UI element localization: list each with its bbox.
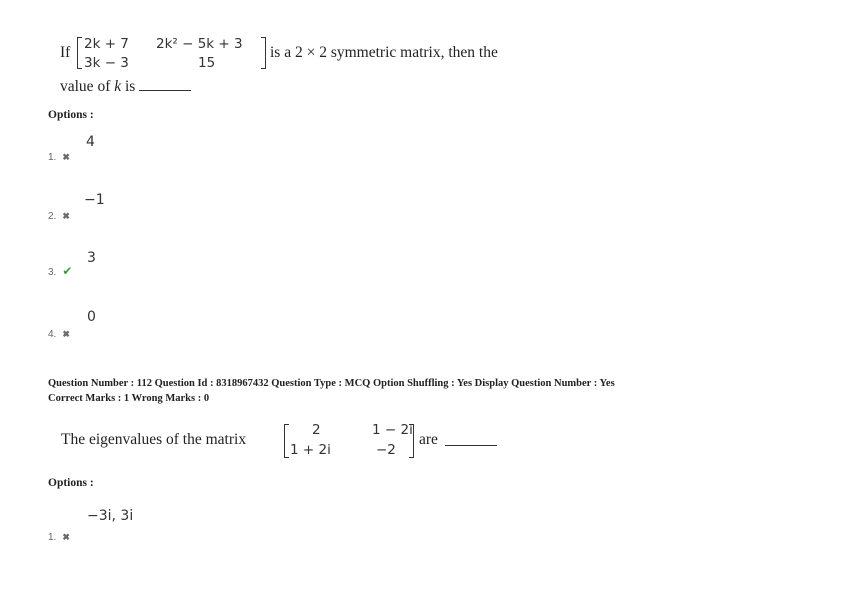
q1-option-4-value: 0 (87, 309, 96, 325)
cross-icon: ✖ (62, 152, 70, 162)
q2-matrix-right-bracket (409, 424, 414, 458)
q2-option-1[interactable] (48, 527, 70, 545)
q2-matrix-r1c1: 2 (312, 422, 321, 438)
q2-matrix-r2c1: 1 + 2i (290, 442, 331, 458)
q1-option-4-number: 4. (48, 329, 57, 340)
q2-option-1-number: 1. (48, 532, 57, 543)
q1-option-1[interactable] (48, 147, 70, 165)
q1-option-3-value: 3 (87, 250, 96, 266)
q1-options-label: Options : (48, 109, 94, 121)
q1-option-3-number: 3. (48, 267, 57, 278)
q1-option-2[interactable] (48, 206, 70, 224)
q2-answer-blank (445, 435, 497, 446)
q1-line2-var: k (114, 78, 122, 95)
q1-option-3[interactable] (48, 262, 72, 280)
q2-matrix-r2c2: −2 (376, 442, 396, 458)
cross-icon: ✖ (62, 329, 70, 339)
q1-line2-suffix: is (125, 78, 136, 95)
q2-suffix: are (419, 431, 438, 448)
q2-meta-line2: Correct Marks : 1 Wrong Marks : 0 (48, 393, 210, 404)
q1-option-2-number: 2. (48, 211, 57, 222)
q2-prefix: The eigenvalues of the matrix (61, 431, 247, 448)
q2-option-1-value: −3i, 3i (87, 508, 134, 524)
q2-options-label: Options : (48, 477, 94, 489)
q1-option-4[interactable] (48, 324, 70, 342)
q1-matrix-r2c2: 15 (198, 55, 216, 71)
q2-matrix-left-bracket (284, 424, 289, 458)
q1-matrix-r2c1: 3k − 3 (84, 55, 129, 71)
q1-prefix: If (60, 44, 71, 61)
q1-option-1-number: 1. (48, 152, 57, 163)
q1-line2 (60, 78, 191, 96)
q1-line2-prefix: value of (60, 78, 111, 95)
q1-matrix-r1c1: 2k + 7 (84, 36, 129, 52)
q1-option-2-value: −1 (84, 192, 105, 208)
q1-matrix-left-bracket (77, 37, 82, 69)
check-icon: ✔ (62, 264, 73, 278)
q2-meta-line1: Question Number : 112 Question Id : 8318967432 Question Type : MCQ Option Shuffling : Yes Display Question Number : Yes (48, 378, 615, 389)
q1-matrix-right-bracket (261, 37, 266, 69)
cross-icon: ✖ (62, 532, 70, 542)
q2-matrix-r1c2: 1 − 2i (372, 422, 413, 438)
q1-option-1-value: 4 (86, 134, 95, 150)
q1-text-after: is a 2 × 2 symmetric matrix, then the (270, 44, 498, 61)
q1-matrix-r1c2: 2k² − 5k + 3 (156, 36, 243, 52)
cross-icon: ✖ (62, 211, 70, 221)
q1-answer-blank (139, 80, 191, 91)
